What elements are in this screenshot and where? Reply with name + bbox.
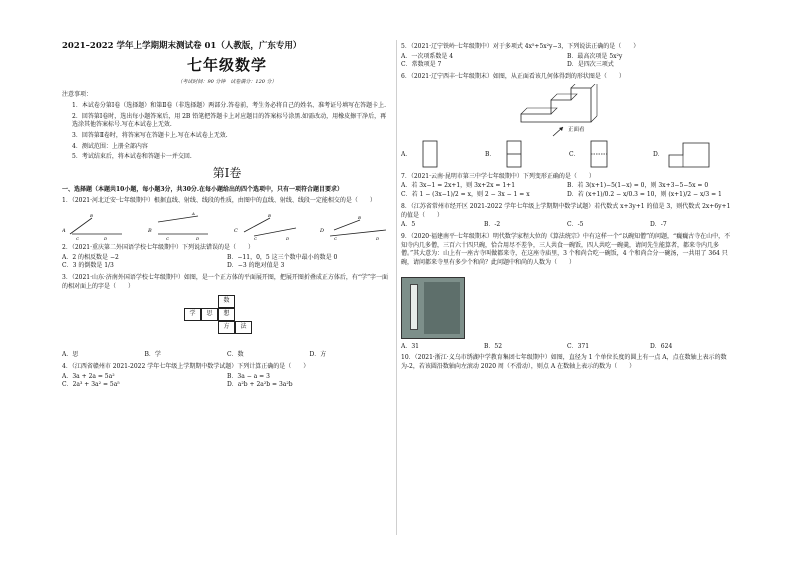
note-item: 5．考试结束后，将本试卷和答题卡一并交回. (72, 153, 192, 161)
q2-option-c[interactable]: C．3 的倒数是 1/3 (62, 262, 114, 270)
q9-option-a[interactable]: A．31 (401, 342, 419, 350)
q6-option-b-label: B． (485, 150, 496, 158)
net-cell: 方 (218, 321, 235, 334)
q5-options (401, 53, 733, 70)
notes-list (72, 102, 392, 162)
exam-header-title: 2021–2022 学年上学期期末测试卷 01（人教版，广东专用） (62, 41, 302, 51)
note-item: 4．测试范围：上册全部内容 (72, 142, 148, 150)
q1-point-d: D (286, 235, 290, 240)
q1-figure-a (62, 210, 134, 240)
question-1: 1．（2021·河北迁安·七年级期中）根据直线、射线、线段的性质，由图中的直线、射线、线段一定能相交的是（ ） (62, 197, 376, 205)
net-cell: 想 (218, 308, 235, 321)
q3-option-a[interactable]: A．思 (62, 351, 79, 359)
front-view-label: 正面看 (568, 126, 585, 133)
q8-options (401, 221, 733, 230)
left-column (62, 40, 392, 390)
question-4: 4．（江西省赣州市 2021-2022 学年七年级上学期期中数学试题）下列计算正确的是（ ） (62, 363, 310, 371)
q1-point-c: C (166, 235, 170, 240)
q6-option-a[interactable] (401, 139, 481, 169)
q6-option-d[interactable] (653, 139, 733, 169)
q7-option-b[interactable]: B．若 3(x+1)−5(1−x) = 0，则 3x+3−5−5x = 0 (567, 182, 709, 190)
q8-option-a[interactable]: A．5 (401, 221, 416, 229)
cube-net-figure (167, 295, 287, 347)
q6-option-a-label: A． (401, 150, 412, 158)
question-10: 10．（2021·浙江·义乌市绣湖中学教育集团七年级期中）如图，直径为 1 个单位长度的圆上有一点 A，点在数轴上表示的数为-2，若该圆沿数轴向左滚动 2020 周（不滑动），则点 A 在数轴上表示的数为（ ） (401, 354, 727, 370)
q1-figure-c (234, 210, 306, 240)
q1-point-b: B (90, 212, 93, 218)
exam-meta: （考试时间：90 分钟 试卷满分：120 分） (177, 79, 277, 86)
q9-book-image (401, 271, 733, 339)
q8-option-c[interactable]: C．-5 (567, 221, 584, 229)
q4-option-b[interactable]: B．3a − a = 3 (227, 372, 270, 380)
q1-point-d: D (104, 235, 108, 240)
q2-option-d[interactable]: D．−3 的绝对值是 3 (227, 262, 285, 270)
volume-heading: 第Ⅰ卷 (212, 166, 242, 181)
q5-option-a[interactable]: A．一次项系数是 4 (401, 52, 454, 60)
q1-option-d-label: D (320, 227, 325, 234)
question-2: 2．（2021·重庆第二外国语学校七年级期中）下列说法错误的是（ ） (62, 243, 254, 251)
q4-option-a[interactable]: A．3a + 2a = 5a² (62, 372, 115, 380)
q6-option-d-label: D． (653, 150, 664, 158)
note-item: 2．回答第Ⅰ卷时，选出每小题答案后，用 2B 铅笔把答题卡上对应题目的答案标号涂黑.如需改动，用橡皮擦干净后，再选涂其他答案标号.写在本试卷上无效. (72, 112, 387, 129)
net-cell: 数 (218, 295, 235, 308)
notes-heading: 注意事项： (62, 91, 93, 99)
q1-figure-d (320, 210, 392, 240)
q3-option-c[interactable]: C．数 (227, 351, 244, 359)
q1-point-b: B (358, 214, 361, 220)
q2-option-a[interactable]: A．2 的相反数是 −2 (62, 253, 119, 261)
q7-option-c[interactable]: C．若 1 − (3x−1)/2 = x，则 2 − 3x − 1 = x (401, 191, 530, 199)
q2-option-b[interactable]: B．−11，0，5 这三个数中最小的数是 0 (227, 253, 338, 261)
q4-option-d[interactable]: D．a²b + 2a²b = 3a²b (227, 381, 293, 389)
q4-options (62, 373, 392, 390)
net-cell: 法 (235, 321, 252, 334)
q7-option-a[interactable]: A．若 3x−1 = 2x+1，则 3x+2x = 1+1 (401, 182, 516, 190)
q8-option-b[interactable]: B．-2 (484, 221, 501, 229)
q7-options (401, 182, 733, 199)
q9-option-c[interactable]: C．371 (567, 342, 590, 350)
page-title: 七年级数学 (186, 56, 267, 75)
right-column (401, 40, 733, 373)
q1-option-c-label: C (234, 227, 238, 234)
q1-point-c: C (334, 235, 338, 240)
q7-option-d[interactable]: D．若 (x+1)/0.2 − x/0.3 = 10，则 (x+1)/2 − x/3 = 1 (567, 191, 722, 199)
q5-option-d[interactable]: D．是四次三项式 (567, 61, 614, 69)
q9-option-b[interactable]: B．52 (484, 342, 503, 350)
q1-figure-b (148, 210, 220, 240)
q5-option-c[interactable]: C．常数项是 7 (401, 61, 442, 69)
q1-figures (62, 210, 392, 240)
note-item: 1．本试卷分第Ⅰ卷（选择题）和第Ⅱ卷（非选择题）两部分.答卷前，考生务必将自己的姓名、准考证号填写在答题卡上. (72, 102, 387, 109)
note-item: 3．回答第Ⅱ卷时，将答案写在答题卡上.写在本试卷上无效. (72, 132, 228, 140)
q6-option-b[interactable] (485, 139, 565, 169)
q1-point-d: D (196, 235, 200, 240)
question-8: 8．（江苏省常州市经开区 2021-2022 学年七年级上学期期中数学试题）若代数式 x+3y+1 的值是 3，则代数式 2x+6y+1 的值是（ ） (401, 202, 731, 219)
q3-options (62, 351, 392, 360)
question-5: 5．（2021·辽宁铁岭·七年级期中）对于多项式 4x⁵+5x²y−3，下列说法正确的是（ ） (401, 43, 640, 50)
q3-option-b[interactable]: B．学 (144, 351, 161, 359)
solid-figure (401, 84, 733, 136)
q1-point-c: C (76, 235, 80, 240)
column-divider (396, 40, 397, 535)
ancient-book-image (401, 277, 465, 339)
q8-option-d[interactable]: D．-7 (650, 221, 667, 229)
q9-option-d[interactable]: D．624 (650, 342, 673, 350)
q1-point-c: C (254, 235, 258, 240)
q9-options (401, 343, 733, 352)
section-heading: 一、选择题（本题共10小题，每小题3分，共30分.在每小题给出的四个选项中，只有一项符合题目要求） (62, 185, 343, 193)
question-6: 6．（2021·辽宁西丰·七年级期末）如图，从正面看该几何体得到的形状图是（ ） (401, 73, 625, 81)
q1-point-d: D (376, 235, 380, 240)
q1-option-a-label: A (62, 227, 66, 234)
q6-option-c[interactable] (569, 139, 649, 169)
q6-view-options (401, 139, 733, 169)
question-7: 7．（2021·云南·昆明市第三中学七年级期中）下列变形正确的是（ ） (401, 172, 595, 180)
q1-point-a: A (192, 210, 195, 216)
question-9: 9．（2020·福建南平·七年级期末）明代数学家程大位的《算法统宗》中有这样一个“以碗知僧”的问题，“巍巍古寺在山中，不知寺内几多僧，三百六十四只碗，恰合用尽不差争，三人共食一碗饭，四人共吃一碗羹，请问先生能算者，都来寺内几多僧。”其大意为：山上有一座古寺叫做都来寺，在这座寺庙里，3 个和尚合吃一碗饭，4 个和尚合分一碗汤，一共用了 364 只碗，请问都来寺里有多少个和尚？此问题中和尚的人数为（ ） (401, 232, 731, 266)
q3-option-d[interactable]: D．方 (309, 351, 327, 359)
q1-point-b: B (268, 212, 271, 218)
q1-option-b-label: B (148, 227, 152, 234)
q5-option-b[interactable]: B．最高次项是 5x²y (567, 52, 623, 60)
q2-options (62, 254, 392, 271)
net-cell: 思 (201, 308, 218, 321)
question-3: 3．（2021·山东·济南外国语学校七年级期中）如图，是一个正方体的平面展开图，把展开图折叠成正方体后，有“学”字一面的相对面上的字是（ ） (62, 273, 389, 290)
q4-option-c[interactable]: C．2a³ + 3a² = 5a⁵ (62, 381, 120, 389)
q6-option-c-label: C． (569, 150, 580, 158)
net-cell: 学 (184, 308, 201, 321)
